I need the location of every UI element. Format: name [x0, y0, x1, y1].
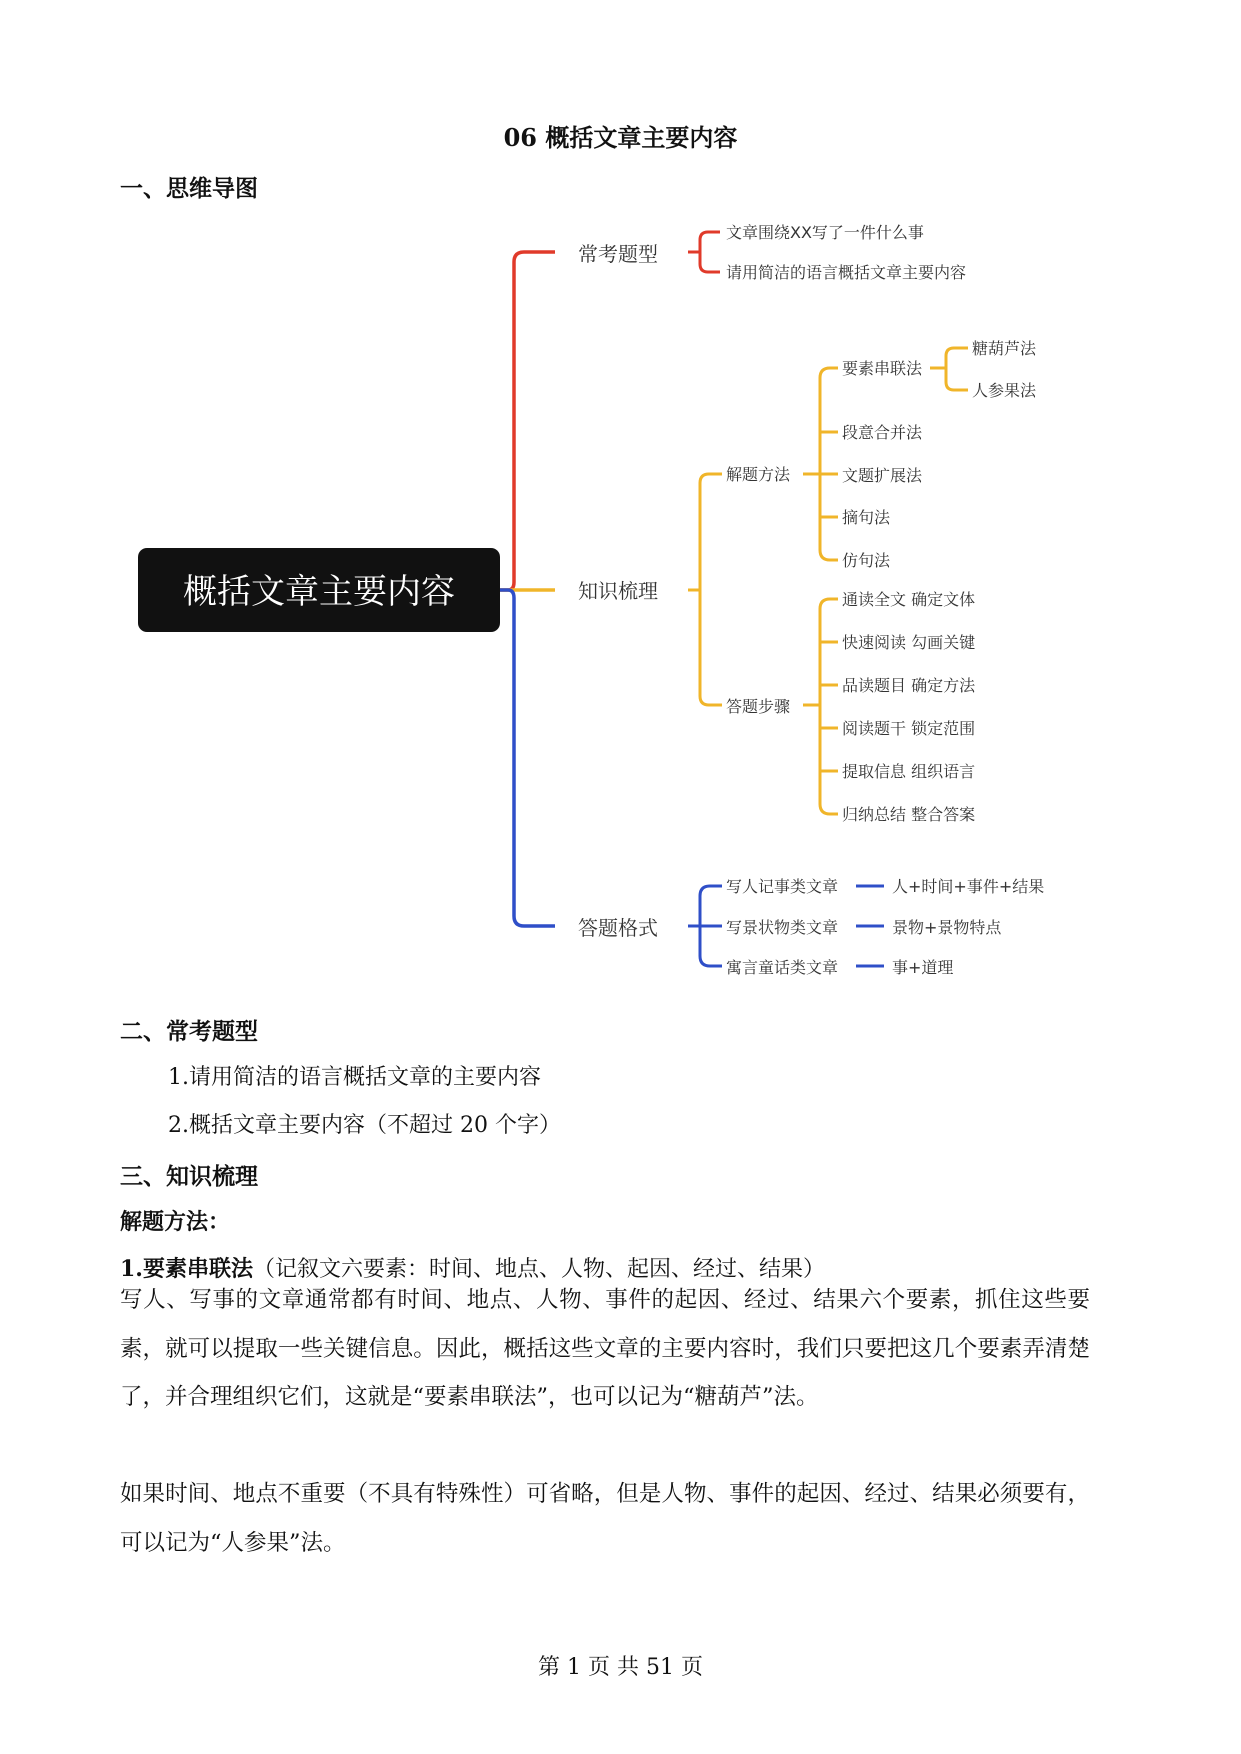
step-5: 提取信息 组织语言 [842, 762, 976, 781]
branch-answer-format: 答题格式 [578, 916, 658, 940]
method-1: 要素串联法 [842, 359, 923, 378]
format-3-formula: 事+道理 [892, 958, 954, 977]
format-3-label: 寓言童话类文章 [726, 958, 839, 977]
connector-red-items [688, 232, 720, 272]
format-1-label: 写人记事类文章 [726, 877, 839, 896]
method-5: 仿句法 [842, 551, 891, 570]
subheading-methods: 解题方法： [120, 1209, 231, 1235]
page-title: 06 概括文章主要内容 [503, 123, 738, 152]
step-1: 通读全文 确定文体 [842, 590, 976, 609]
connector-steps [803, 599, 838, 814]
step-6: 归纳总结 整合答案 [842, 805, 976, 824]
method1-child-1: 糖葫芦法 [972, 339, 1037, 358]
step-4: 阅读题干 锁定范围 [842, 719, 976, 738]
question-type-1: 文章围绕XX写了一件什么事 [726, 223, 924, 242]
paragraph-2: 如果时间、地点不重要（不具有特殊性）可省略，但是人物、事件的起因、经过、结果必须要有，可以记为“人参果”法。 [120, 1481, 1090, 1556]
connector-methods [803, 368, 838, 560]
section-heading-mindmap: 一、思维导图 [120, 175, 258, 202]
connector-root-blue [500, 590, 555, 926]
question-item-1: 1.请用简洁的语言概括文章的主要内容 [168, 1065, 541, 1090]
question-item-2: 2.概括文章主要内容（不超过 20 个字） [168, 1113, 561, 1138]
steps-label: 答题步骤 [726, 697, 791, 716]
connector-answer-format [688, 886, 722, 966]
method-3: 文题扩展法 [842, 466, 923, 485]
question-type-2: 请用简洁的语言概括文章主要内容 [726, 263, 967, 282]
format-2-formula: 景物+景物特点 [892, 918, 1002, 937]
step-2: 快速阅读 勾画关键 [842, 633, 976, 652]
step-3: 品读题目 确定方法 [842, 676, 976, 695]
mindmap-root-label: 概括文章主要内容 [183, 572, 455, 612]
method1-child-2: 人参果法 [972, 381, 1037, 400]
connector-root-red [500, 252, 555, 590]
page-footer: 第 1 页 共 51 页 [538, 1655, 703, 1680]
connector-method1-children [930, 348, 968, 390]
methods-label: 解题方法 [726, 465, 791, 484]
section-heading-knowledge: 三、知识梳理 [120, 1163, 258, 1190]
method-1-note: （记叙文六要素：时间、地点、人物、起因、经过、结果） [252, 1257, 825, 1282]
connector-knowledge [688, 474, 722, 705]
paragraph-1: 写人、写事的文章通常都有时间、地点、人物、事件的起因、经过、结果六个要素，抓住这些要素，就可以提取一些关键信息。因此，概括这些文章的主要内容时，我们只要把这几个要素弄清楚了，并合理组织它们，这就是“要素串联法”，也可以记为“糖葫芦”法。 [120, 1287, 1090, 1410]
method-2: 段意合并法 [842, 423, 923, 442]
format-2-label: 写景状物类文章 [726, 918, 839, 937]
branch-question-types: 常考题型 [578, 242, 658, 266]
method-4: 摘句法 [842, 508, 891, 527]
section-heading-question-types: 二、常考题型 [120, 1018, 258, 1045]
branch-knowledge: 知识梳理 [578, 579, 658, 603]
format-1-formula: 人+时间+事件+结果 [892, 877, 1045, 896]
method-1-title: 1.要素串联法 [120, 1256, 253, 1282]
